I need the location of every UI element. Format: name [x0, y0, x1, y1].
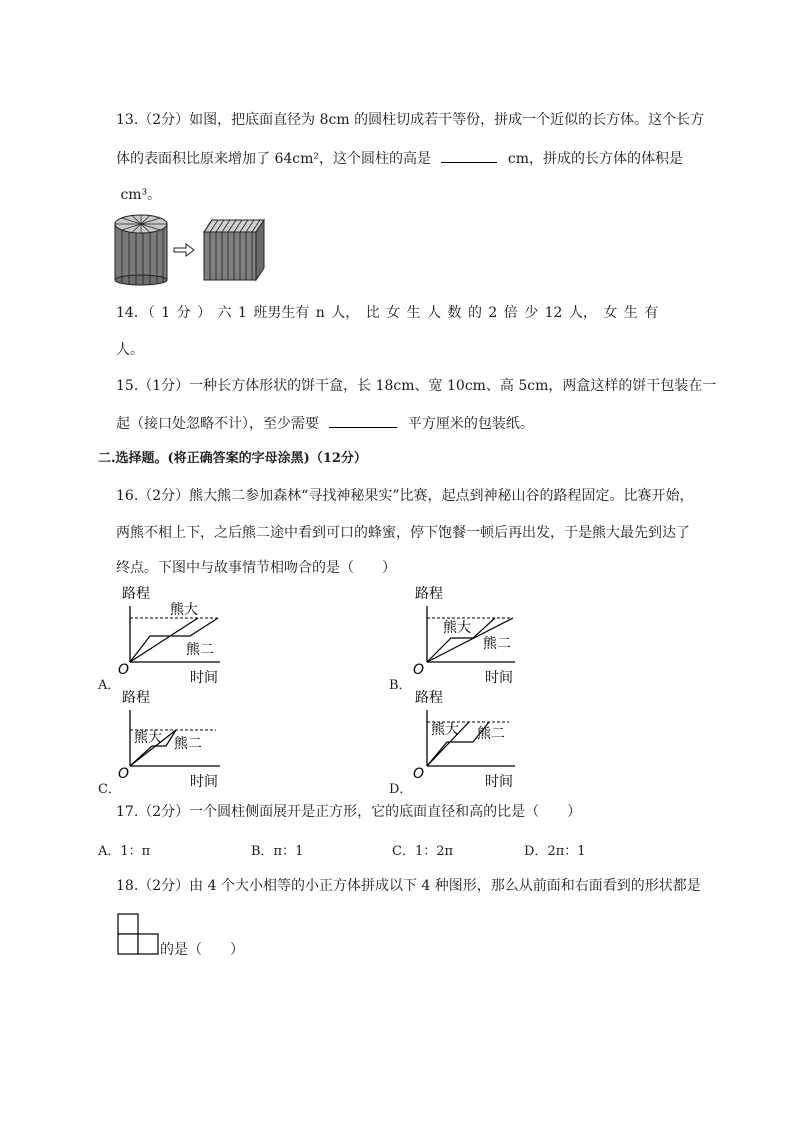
q17-option-b[interactable]: B．π：1 [251, 844, 304, 859]
q16-line-1: 16.（2分）熊大熊二参加森林“寻找神秘果实”比赛，起点到神秘山谷的路程固定。比赛开始， [116, 488, 694, 504]
q18-line-1: 18.（2分）由 4 个大小相等的小正方体拼成以下 4 种图形，那么从前面和右面看到的形状都是 [116, 878, 701, 894]
q15-line-1: 15.（1分）一种长方体形状的饼干盒，长 18cm、宽 10cm、高 5cm，两盒这样的饼干包装在一 [116, 378, 717, 394]
cylinder-to-cuboid-figure [112, 212, 272, 286]
graph-a-bear1-label: 熊大 [170, 602, 198, 618]
graph-b[interactable] [403, 582, 523, 688]
graph-b-origin: O [413, 662, 425, 678]
q18-line-2: 的是（ ） [160, 942, 244, 958]
q16-line-2: 两熊不相上下，之后熊二途中看到可口的蜂蜜，停下饱餐一顿后再出发，于是熊大最先到达了 [116, 525, 690, 541]
q13-line-2 [116, 148, 683, 169]
graph-d[interactable] [403, 686, 523, 792]
q17-option-a[interactable]: A．1：π [98, 844, 151, 859]
q14-line-2: 人。 [116, 342, 144, 358]
arrow-right-icon [174, 244, 194, 256]
q17-option-d[interactable]: D．2π：1 [524, 844, 586, 859]
q15-answer-blank[interactable] [329, 413, 397, 428]
q18-shape-figure [116, 912, 162, 956]
q13-line-1: 13.（2分）如图，把底面直径为 8cm 的圆柱切成若干等份，拼成一个近似的长方体。这个长方 [116, 112, 705, 128]
q13-answer-blank-1[interactable] [441, 148, 497, 163]
section-2-heading: 二.选择题。(将正确答案的字母涂黑)（12分） [98, 451, 367, 466]
q13-text-c: cm³。 [120, 187, 162, 203]
graph-c[interactable] [112, 686, 232, 792]
q16-line-3: 终点。下图中与故事情节相吻合的是（ ） [116, 560, 396, 576]
graph-d-xlabel: 时间 [485, 774, 513, 790]
graph-b-xlabel: 时间 [485, 670, 513, 686]
q13-text-b: cm，拼成的长方体的体积是 [507, 151, 684, 167]
q15-line-2 [116, 413, 534, 434]
graph-a-xlabel: 时间 [190, 670, 218, 686]
graph-a-origin: O [118, 662, 130, 678]
graph-a-ylabel: 路程 [122, 586, 150, 602]
option-a-label[interactable]: A． [98, 678, 121, 693]
graph-d-bear1-label: 熊大 [431, 722, 459, 738]
q17-line-1: 17.（2分）一个圆柱侧面展开是正方形，它的底面直径和高的比是（ ） [116, 804, 582, 820]
graph-d-ylabel: 路程 [415, 690, 443, 706]
graph-d-bear2-label: 熊二 [477, 726, 505, 742]
q15-text-b: 平方厘米的包装纸。 [407, 416, 534, 432]
graph-b-bear2-label: 熊二 [483, 636, 511, 652]
option-d-label[interactable]: D． [389, 782, 413, 797]
graph-a[interactable] [112, 582, 232, 688]
q13-text-a: 体的表面积比原来增加了 64cm²，这个圆柱的高是 [116, 151, 431, 167]
q17-option-c[interactable]: C．1：2π [392, 844, 454, 859]
graph-c-bear1-label: 熊大 [134, 730, 162, 746]
q15-text-a: 起（接口处忽略不计），至少需要 [116, 416, 319, 432]
graph-c-origin: O [118, 766, 130, 782]
graph-b-bear1-label: 熊大 [443, 620, 471, 636]
q13-line-3 [116, 185, 161, 205]
graph-c-bear2-label: 熊二 [174, 736, 202, 752]
graph-b-ylabel: 路程 [415, 586, 443, 602]
graph-a-bear2-label: 熊二 [186, 642, 214, 658]
q14-line-1: 14．（ 1 分 ） 六 1 班男生有 n 人， 比 女 生 人 数 的 2 倍 少 12 人， 女 生 有 [116, 305, 659, 321]
option-c-label[interactable]: C． [98, 782, 121, 797]
graph-c-xlabel: 时间 [190, 774, 218, 790]
graph-d-origin: O [413, 766, 425, 782]
graph-c-ylabel: 路程 [122, 690, 150, 706]
option-b-label[interactable]: B． [389, 678, 412, 693]
